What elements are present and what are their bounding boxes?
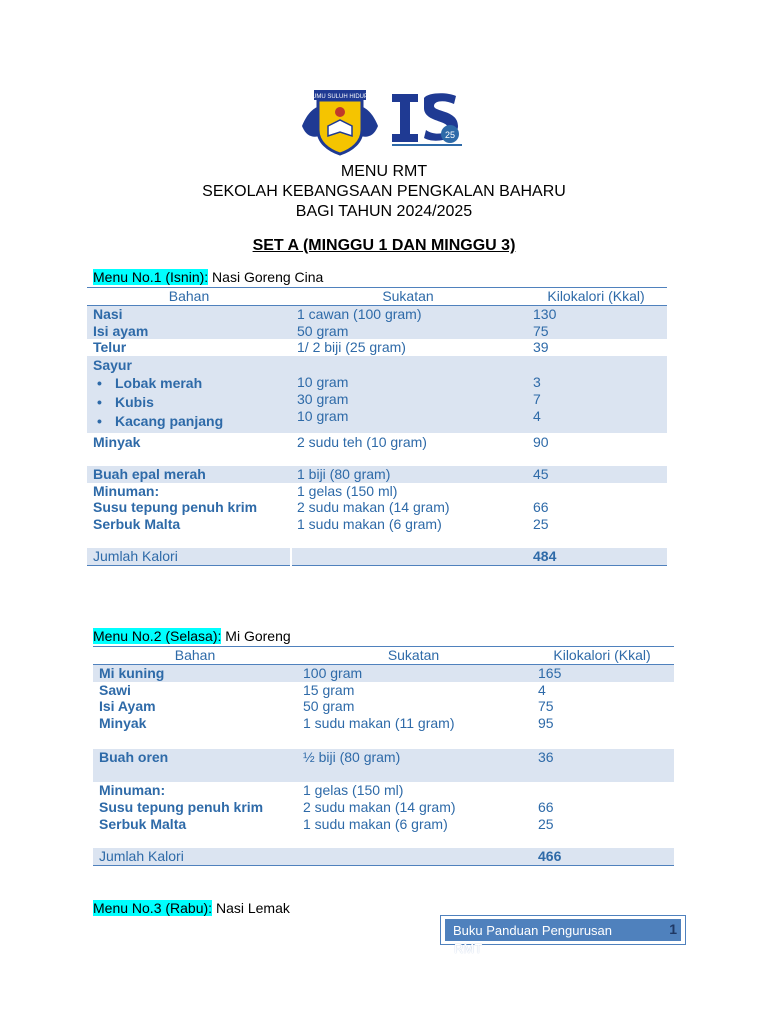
cell-kcal: 36: [530, 749, 674, 782]
cell-kcal: 4: [533, 407, 541, 424]
cell-sukatan: 10 gram: [297, 407, 349, 424]
menu1-heading: [93, 269, 323, 286]
svg-text:UMU SULUH HIDUP: UMU SULUH HIDUP: [311, 94, 369, 100]
cell-bahan: Isi Ayam: [99, 698, 156, 715]
cell-kcal: 130: [525, 305, 667, 322]
table-row: [87, 483, 667, 500]
table-row: [87, 339, 667, 356]
cell-kcal: 66: [538, 798, 554, 815]
cell-bahan: Minuman:: [99, 781, 166, 798]
cell-kcal: 66: [533, 499, 549, 516]
menu2-table: [93, 646, 674, 866]
cell-sukatan: 10 gram: [297, 374, 349, 391]
total-empty: [291, 548, 525, 565]
menu1-label: Menu No.1 (Isnin):: [93, 269, 209, 285]
cell-sukatan: 2 sudu teh (10 gram): [297, 433, 427, 450]
total-value: 466: [530, 848, 674, 865]
menu2-dish: Mi Goreng: [221, 628, 291, 644]
cell-bahan: Susu tepung penuh krim: [93, 499, 258, 516]
total-row: [93, 848, 674, 865]
menu3-label: Menu No.3 (Rabu):: [93, 900, 213, 916]
col-sukatan: Sukatan: [291, 288, 525, 306]
list-item: • Kacang panjang: [93, 412, 285, 431]
cell-kcal: 4: [538, 681, 546, 698]
table-header: [93, 647, 674, 665]
cell-kcal: 25: [533, 516, 549, 533]
svg-text:25: 25: [444, 130, 456, 140]
cell-kcal: [525, 483, 667, 500]
table-row: [87, 516, 667, 533]
table-row: [87, 433, 667, 451]
menu1-table: [87, 287, 667, 566]
menu3-dish: Nasi Lemak: [212, 900, 290, 916]
cell-bahan: Isi ayam: [87, 323, 291, 340]
table-row: [87, 323, 667, 340]
cell-bahan: Susu tepung penuh krim: [99, 798, 264, 815]
title-line: MENU RMT: [340, 163, 428, 180]
cell-kcal: 95: [538, 715, 554, 732]
cell-kcal: 165: [530, 664, 674, 681]
cell-kcal: 7: [533, 390, 541, 407]
cell-sukatan: 1 sudu makan (11 gram): [303, 715, 455, 732]
col-bahan: Bahan: [87, 288, 291, 306]
cell-kcal: 75: [538, 698, 554, 715]
cell-bahan: Mi kuning: [93, 664, 297, 681]
table-row: [87, 305, 667, 322]
title-line: BAGI TAHUN 2024/2025: [295, 203, 473, 220]
cell-sukatan: 1 cawan (100 gram): [291, 305, 525, 322]
page-number: 1: [669, 921, 677, 937]
cell-bahan: Serbuk Malta: [93, 516, 181, 533]
cell-kcal: 39: [533, 339, 549, 356]
table-row: [93, 799, 674, 816]
cell-kcal: 45: [525, 466, 667, 483]
table-row: [93, 682, 674, 699]
table-row: [87, 499, 667, 516]
cell-kcal: 90: [533, 433, 549, 450]
list-item: • Lobak merah: [93, 374, 285, 393]
table-row: [93, 664, 674, 681]
document-title: [0, 162, 768, 222]
cell-sukatan: 30 gram: [297, 390, 349, 407]
cell-sukatan: 1 sudu makan (6 gram): [297, 516, 442, 533]
cell-kcal: [530, 782, 674, 799]
cell-sukatan: 1 gelas (150 ml): [297, 482, 398, 499]
cell-sukatan: 1 biji (80 gram): [291, 466, 525, 483]
menu3-heading: [93, 900, 290, 917]
menu2-label: Menu No.2 (Selasa):: [93, 628, 222, 644]
menu1-dish: Nasi Goreng Cina: [208, 269, 324, 285]
cell-kcal: 25: [538, 815, 554, 832]
spacer-row: [93, 732, 674, 749]
cell-bahan: Sayur: [93, 357, 132, 374]
spacer-row: [93, 832, 674, 848]
table-row: [87, 466, 667, 483]
title-line: SEKOLAH KEBANGSAAN PENGKALAN BAHARU: [202, 183, 566, 200]
table-row: [93, 715, 674, 732]
footer-text: Buku Panduan Pengurusan: [453, 923, 613, 938]
total-value: 484: [525, 548, 667, 565]
col-kcal: Kilokalori (Kkal): [525, 288, 667, 306]
table-row: [87, 356, 667, 433]
menu2-heading: [93, 628, 291, 645]
cell-bahan: Minyak: [93, 433, 141, 450]
cell-sukatan: ½ biji (80 gram): [297, 749, 530, 782]
cell-bahan: Minuman:: [93, 482, 160, 499]
cell-sukatan: 50 gram: [303, 698, 355, 715]
sayur-list: [93, 374, 285, 431]
table-header: [87, 288, 667, 306]
cell-bahan: Buah epal merah: [87, 466, 291, 483]
cell-sukatan: 15 gram: [303, 681, 355, 698]
cell-kcal: 75: [525, 323, 667, 340]
set-title: SET A (MINGGU 1 DAN MINGGU 3): [252, 237, 516, 254]
school-crest-logo: [300, 86, 470, 158]
cell-sukatan: 100 gram: [297, 664, 530, 681]
table-row: [93, 816, 674, 833]
table-row: [93, 749, 674, 782]
cell-bahan: Telur: [93, 339, 127, 356]
list-item: • Kubis: [93, 393, 285, 412]
table-row: [93, 782, 674, 799]
cell-bahan: Buah oren: [93, 749, 297, 782]
cell-sukatan: 1/ 2 biji (25 gram): [297, 339, 406, 356]
cell-sukatan: 2 sudu makan (14 gram): [297, 499, 450, 516]
footer-text-continued: RMT: [454, 941, 483, 956]
header-logos: [300, 86, 470, 158]
total-row: [87, 548, 667, 565]
cell-kcal: 3: [533, 374, 541, 391]
total-empty: [297, 848, 530, 865]
cell-sukatan: 50 gram: [291, 323, 525, 340]
spacer-row: [87, 533, 667, 548]
cell-bahan: Sawi: [99, 681, 131, 698]
cell-bahan: Minyak: [99, 715, 147, 732]
total-label: Jumlah Kalori: [93, 848, 297, 865]
cell-sukatan: 1 sudu makan (6 gram): [303, 815, 448, 832]
col-kcal: Kilokalori (Kkal): [530, 647, 674, 665]
cell-sukatan: 1 gelas (150 ml): [303, 781, 404, 798]
col-sukatan: Sukatan: [297, 647, 530, 665]
total-label: Jumlah Kalori: [87, 548, 291, 565]
cell-bahan: Nasi: [87, 305, 291, 322]
cell-bahan: Serbuk Malta: [99, 815, 187, 832]
table-row: [93, 698, 674, 715]
col-bahan: Bahan: [93, 647, 297, 665]
spacer-row: [87, 451, 667, 466]
cell-sukatan: 2 sudu makan (14 gram): [303, 798, 456, 815]
